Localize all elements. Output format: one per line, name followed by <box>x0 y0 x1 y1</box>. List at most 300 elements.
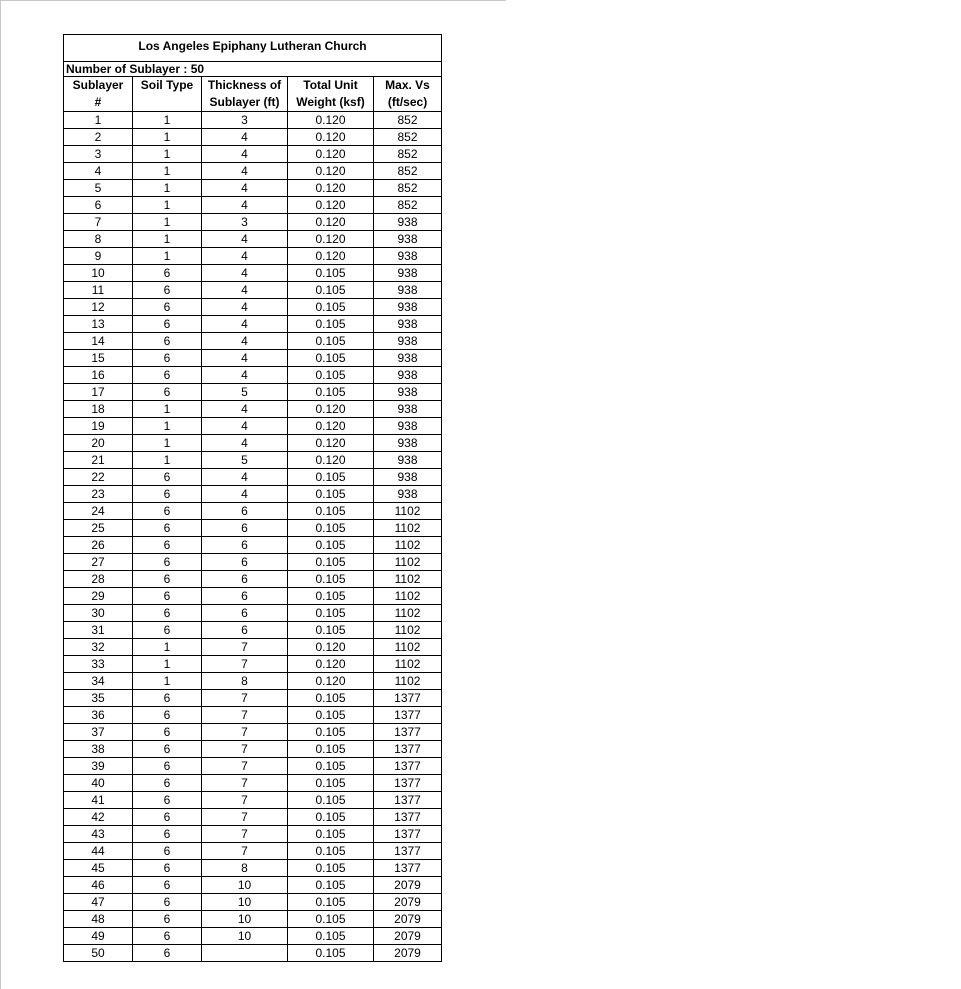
cell-soil-type: 1 <box>133 673 202 690</box>
cell-sublayer: 31 <box>64 622 133 639</box>
cell-sublayer: 10 <box>64 265 133 282</box>
cell-sublayer: 17 <box>64 384 133 401</box>
cell-soil-type: 1 <box>133 180 202 197</box>
cell-max-vs: 1102 <box>374 571 442 588</box>
cell-thickness: 6 <box>202 622 288 639</box>
table-row <box>64 401 442 418</box>
cell-thickness: 6 <box>202 503 288 520</box>
cell-soil-type: 1 <box>133 129 202 146</box>
table-row <box>64 316 442 333</box>
cell-max-vs: 2079 <box>374 928 442 945</box>
cell-sublayer: 39 <box>64 758 133 775</box>
cell-soil-type: 6 <box>133 758 202 775</box>
cell-soil-type: 1 <box>133 231 202 248</box>
cell-sublayer: 41 <box>64 792 133 809</box>
cell-unit-weight: 0.105 <box>288 282 374 299</box>
cell-soil-type: 6 <box>133 588 202 605</box>
cell-thickness: 4 <box>202 435 288 452</box>
cell-max-vs: 1102 <box>374 656 442 673</box>
cell-sublayer: 30 <box>64 605 133 622</box>
cell-soil-type: 6 <box>133 265 202 282</box>
cell-thickness <box>202 945 288 962</box>
cell-max-vs: 2079 <box>374 945 442 962</box>
table-row <box>64 537 442 554</box>
cell-soil-type: 1 <box>133 163 202 180</box>
table-row <box>64 792 442 809</box>
cell-unit-weight: 0.120 <box>288 452 374 469</box>
cell-unit-weight: 0.105 <box>288 520 374 537</box>
table-row <box>64 673 442 690</box>
cell-max-vs: 938 <box>374 214 442 231</box>
cell-thickness: 4 <box>202 197 288 214</box>
cell-unit-weight: 0.105 <box>288 299 374 316</box>
cell-unit-weight: 0.105 <box>288 826 374 843</box>
cell-unit-weight: 0.105 <box>288 333 374 350</box>
cell-unit-weight: 0.105 <box>288 707 374 724</box>
cell-thickness: 4 <box>202 333 288 350</box>
cell-sublayer: 3 <box>64 146 133 163</box>
table-row <box>64 350 442 367</box>
cell-thickness: 6 <box>202 588 288 605</box>
cell-sublayer: 4 <box>64 163 133 180</box>
cell-unit-weight: 0.120 <box>288 401 374 418</box>
cell-max-vs: 2079 <box>374 894 442 911</box>
table-row <box>64 605 442 622</box>
cell-soil-type: 1 <box>133 248 202 265</box>
cell-sublayer: 37 <box>64 724 133 741</box>
cell-unit-weight: 0.105 <box>288 384 374 401</box>
cell-thickness: 4 <box>202 129 288 146</box>
cell-unit-weight: 0.105 <box>288 469 374 486</box>
cell-thickness: 7 <box>202 724 288 741</box>
cell-unit-weight: 0.120 <box>288 639 374 656</box>
table-row <box>64 945 442 962</box>
sheet-left-border <box>0 0 1 989</box>
cell-unit-weight: 0.105 <box>288 724 374 741</box>
cell-thickness: 4 <box>202 231 288 248</box>
header-row-2 <box>64 94 442 112</box>
cell-max-vs: 852 <box>374 197 442 214</box>
cell-soil-type: 6 <box>133 894 202 911</box>
table-row <box>64 197 442 214</box>
cell-sublayer: 46 <box>64 877 133 894</box>
table-row <box>64 690 442 707</box>
cell-max-vs: 938 <box>374 350 442 367</box>
cell-thickness: 4 <box>202 146 288 163</box>
table-row <box>64 588 442 605</box>
table-row <box>64 299 442 316</box>
cell-max-vs: 852 <box>374 112 442 129</box>
cell-thickness: 5 <box>202 452 288 469</box>
cell-unit-weight: 0.105 <box>288 741 374 758</box>
cell-max-vs: 938 <box>374 231 442 248</box>
cell-soil-type: 6 <box>133 690 202 707</box>
header-sublayer: Sublayer <box>64 77 133 95</box>
cell-sublayer: 13 <box>64 316 133 333</box>
table-row <box>64 571 442 588</box>
table-row <box>64 622 442 639</box>
header-thickness-sub: Sublayer (ft) <box>202 94 288 112</box>
cell-max-vs: 1377 <box>374 775 442 792</box>
cell-thickness: 6 <box>202 554 288 571</box>
cell-unit-weight: 0.120 <box>288 112 374 129</box>
cell-thickness: 6 <box>202 520 288 537</box>
cell-thickness: 7 <box>202 809 288 826</box>
cell-unit-weight: 0.105 <box>288 843 374 860</box>
cell-max-vs: 938 <box>374 282 442 299</box>
cell-max-vs: 1377 <box>374 826 442 843</box>
cell-soil-type: 6 <box>133 316 202 333</box>
cell-soil-type: 6 <box>133 571 202 588</box>
cell-max-vs: 938 <box>374 367 442 384</box>
table-row <box>64 639 442 656</box>
cell-unit-weight: 0.105 <box>288 571 374 588</box>
cell-sublayer: 44 <box>64 843 133 860</box>
cell-thickness: 7 <box>202 656 288 673</box>
cell-soil-type: 6 <box>133 282 202 299</box>
cell-soil-type: 6 <box>133 520 202 537</box>
cell-soil-type: 6 <box>133 333 202 350</box>
cell-unit-weight: 0.105 <box>288 690 374 707</box>
cell-sublayer: 45 <box>64 860 133 877</box>
sublayer-count-label: Number of Sublayer : 50 <box>64 62 442 77</box>
cell-unit-weight: 0.105 <box>288 792 374 809</box>
cell-max-vs: 1102 <box>374 673 442 690</box>
table-row <box>64 435 442 452</box>
cell-max-vs: 938 <box>374 486 442 503</box>
cell-thickness: 7 <box>202 639 288 656</box>
cell-max-vs: 1377 <box>374 860 442 877</box>
cell-sublayer: 42 <box>64 809 133 826</box>
cell-unit-weight: 0.105 <box>288 622 374 639</box>
cell-thickness: 8 <box>202 860 288 877</box>
cell-max-vs: 1377 <box>374 843 442 860</box>
header-row-1 <box>64 77 442 95</box>
cell-sublayer: 12 <box>64 299 133 316</box>
cell-sublayer: 8 <box>64 231 133 248</box>
table-row <box>64 112 442 129</box>
cell-unit-weight: 0.105 <box>288 775 374 792</box>
table-row <box>64 758 442 775</box>
cell-thickness: 5 <box>202 384 288 401</box>
cell-soil-type: 6 <box>133 350 202 367</box>
sheet-top-border <box>0 0 506 1</box>
table-title: Los Angeles Epiphany Lutheran Church <box>64 35 442 62</box>
cell-sublayer: 6 <box>64 197 133 214</box>
cell-sublayer: 1 <box>64 112 133 129</box>
cell-soil-type: 1 <box>133 146 202 163</box>
cell-unit-weight: 0.120 <box>288 435 374 452</box>
cell-thickness: 6 <box>202 605 288 622</box>
cell-max-vs: 1102 <box>374 520 442 537</box>
cell-sublayer: 28 <box>64 571 133 588</box>
table-row <box>64 520 442 537</box>
table-row <box>64 741 442 758</box>
cell-unit-weight: 0.105 <box>288 809 374 826</box>
cell-max-vs: 1102 <box>374 537 442 554</box>
cell-unit-weight: 0.105 <box>288 265 374 282</box>
cell-unit-weight: 0.120 <box>288 197 374 214</box>
cell-unit-weight: 0.120 <box>288 163 374 180</box>
cell-soil-type: 6 <box>133 605 202 622</box>
table-body <box>64 112 442 962</box>
cell-unit-weight: 0.120 <box>288 129 374 146</box>
cell-unit-weight: 0.105 <box>288 367 374 384</box>
cell-unit-weight: 0.120 <box>288 180 374 197</box>
cell-thickness: 4 <box>202 163 288 180</box>
table-row <box>64 826 442 843</box>
table-row <box>64 503 442 520</box>
cell-sublayer: 35 <box>64 690 133 707</box>
cell-thickness: 4 <box>202 418 288 435</box>
cell-unit-weight: 0.105 <box>288 928 374 945</box>
cell-unit-weight: 0.105 <box>288 316 374 333</box>
cell-unit-weight: 0.105 <box>288 877 374 894</box>
cell-sublayer: 20 <box>64 435 133 452</box>
table-row <box>64 724 442 741</box>
soil-profile-table <box>63 34 442 962</box>
cell-thickness: 10 <box>202 928 288 945</box>
table-row <box>64 452 442 469</box>
cell-sublayer: 50 <box>64 945 133 962</box>
cell-soil-type: 6 <box>133 503 202 520</box>
cell-soil-type: 1 <box>133 418 202 435</box>
cell-sublayer: 2 <box>64 129 133 146</box>
cell-soil-type: 6 <box>133 469 202 486</box>
cell-max-vs: 1377 <box>374 792 442 809</box>
table-row <box>64 146 442 163</box>
cell-max-vs: 1102 <box>374 588 442 605</box>
cell-soil-type: 6 <box>133 792 202 809</box>
cell-sublayer: 36 <box>64 707 133 724</box>
cell-soil-type: 6 <box>133 945 202 962</box>
cell-soil-type: 1 <box>133 112 202 129</box>
cell-sublayer: 24 <box>64 503 133 520</box>
cell-max-vs: 938 <box>374 435 442 452</box>
cell-thickness: 7 <box>202 826 288 843</box>
cell-max-vs: 1102 <box>374 503 442 520</box>
cell-unit-weight: 0.105 <box>288 350 374 367</box>
table-row <box>64 843 442 860</box>
header-max-vs: Max. Vs <box>374 77 442 95</box>
cell-unit-weight: 0.120 <box>288 214 374 231</box>
cell-thickness: 7 <box>202 792 288 809</box>
cell-thickness: 7 <box>202 690 288 707</box>
cell-thickness: 10 <box>202 894 288 911</box>
cell-unit-weight: 0.105 <box>288 894 374 911</box>
table-row <box>64 554 442 571</box>
table-row <box>64 129 442 146</box>
cell-max-vs: 938 <box>374 452 442 469</box>
cell-sublayer: 5 <box>64 180 133 197</box>
cell-unit-weight: 0.105 <box>288 486 374 503</box>
table-row <box>64 877 442 894</box>
cell-sublayer: 25 <box>64 520 133 537</box>
cell-unit-weight: 0.120 <box>288 248 374 265</box>
cell-soil-type: 6 <box>133 928 202 945</box>
cell-soil-type: 6 <box>133 826 202 843</box>
cell-sublayer: 18 <box>64 401 133 418</box>
cell-sublayer: 15 <box>64 350 133 367</box>
header-unit-weight: Total Unit <box>288 77 374 95</box>
table-row <box>64 282 442 299</box>
cell-sublayer: 33 <box>64 656 133 673</box>
cell-thickness: 7 <box>202 741 288 758</box>
cell-thickness: 3 <box>202 214 288 231</box>
cell-thickness: 10 <box>202 877 288 894</box>
cell-thickness: 4 <box>202 316 288 333</box>
cell-max-vs: 1102 <box>374 605 442 622</box>
cell-soil-type: 6 <box>133 809 202 826</box>
cell-sublayer: 16 <box>64 367 133 384</box>
cell-max-vs: 1377 <box>374 707 442 724</box>
cell-max-vs: 852 <box>374 146 442 163</box>
title-row <box>64 35 442 62</box>
cell-sublayer: 22 <box>64 469 133 486</box>
table-row <box>64 928 442 945</box>
cell-soil-type: 6 <box>133 741 202 758</box>
cell-max-vs: 1377 <box>374 758 442 775</box>
cell-soil-type: 1 <box>133 452 202 469</box>
table-row <box>64 180 442 197</box>
cell-thickness: 10 <box>202 911 288 928</box>
cell-sublayer: 26 <box>64 537 133 554</box>
cell-soil-type: 6 <box>133 537 202 554</box>
cell-soil-type: 6 <box>133 911 202 928</box>
cell-sublayer: 7 <box>64 214 133 231</box>
cell-sublayer: 38 <box>64 741 133 758</box>
cell-sublayer: 27 <box>64 554 133 571</box>
cell-sublayer: 29 <box>64 588 133 605</box>
table-row <box>64 163 442 180</box>
cell-max-vs: 938 <box>374 469 442 486</box>
cell-thickness: 4 <box>202 180 288 197</box>
cell-max-vs: 2079 <box>374 877 442 894</box>
cell-max-vs: 938 <box>374 418 442 435</box>
cell-max-vs: 938 <box>374 401 442 418</box>
table-row <box>64 911 442 928</box>
cell-soil-type: 6 <box>133 299 202 316</box>
cell-soil-type: 1 <box>133 435 202 452</box>
cell-soil-type: 6 <box>133 367 202 384</box>
cell-soil-type: 6 <box>133 724 202 741</box>
cell-sublayer: 34 <box>64 673 133 690</box>
cell-soil-type: 1 <box>133 401 202 418</box>
table-row <box>64 707 442 724</box>
cell-sublayer: 19 <box>64 418 133 435</box>
table-row <box>64 894 442 911</box>
cell-max-vs: 1102 <box>374 554 442 571</box>
cell-thickness: 7 <box>202 775 288 792</box>
cell-soil-type: 1 <box>133 656 202 673</box>
cell-max-vs: 938 <box>374 265 442 282</box>
cell-sublayer: 11 <box>64 282 133 299</box>
cell-sublayer: 9 <box>64 248 133 265</box>
cell-thickness: 4 <box>202 265 288 282</box>
cell-thickness: 4 <box>202 486 288 503</box>
cell-max-vs: 1377 <box>374 741 442 758</box>
cell-max-vs: 1102 <box>374 639 442 656</box>
cell-unit-weight: 0.105 <box>288 860 374 877</box>
table-row <box>64 809 442 826</box>
cell-thickness: 3 <box>202 112 288 129</box>
cell-max-vs: 938 <box>374 316 442 333</box>
cell-unit-weight: 0.120 <box>288 146 374 163</box>
cell-sublayer: 43 <box>64 826 133 843</box>
cell-thickness: 4 <box>202 401 288 418</box>
cell-unit-weight: 0.105 <box>288 537 374 554</box>
cell-thickness: 4 <box>202 248 288 265</box>
cell-unit-weight: 0.120 <box>288 418 374 435</box>
table-row <box>64 231 442 248</box>
cell-sublayer: 14 <box>64 333 133 350</box>
cell-max-vs: 2079 <box>374 911 442 928</box>
table-row <box>64 214 442 231</box>
cell-unit-weight: 0.120 <box>288 231 374 248</box>
cell-soil-type: 1 <box>133 197 202 214</box>
cell-max-vs: 852 <box>374 163 442 180</box>
cell-soil-type: 6 <box>133 486 202 503</box>
header-unit-weight-sub: Weight (ksf) <box>288 94 374 112</box>
cell-soil-type: 1 <box>133 639 202 656</box>
sublayer-count-row <box>64 62 442 77</box>
cell-thickness: 4 <box>202 350 288 367</box>
cell-unit-weight: 0.120 <box>288 656 374 673</box>
cell-thickness: 6 <box>202 537 288 554</box>
cell-unit-weight: 0.105 <box>288 554 374 571</box>
cell-sublayer: 23 <box>64 486 133 503</box>
cell-max-vs: 938 <box>374 333 442 350</box>
cell-soil-type: 6 <box>133 384 202 401</box>
table-row <box>64 384 442 401</box>
cell-soil-type: 6 <box>133 860 202 877</box>
cell-unit-weight: 0.120 <box>288 673 374 690</box>
cell-max-vs: 938 <box>374 384 442 401</box>
cell-thickness: 8 <box>202 673 288 690</box>
table-row <box>64 265 442 282</box>
header-soil-type: Soil Type <box>133 77 202 95</box>
cell-sublayer: 40 <box>64 775 133 792</box>
cell-max-vs: 1377 <box>374 724 442 741</box>
cell-unit-weight: 0.105 <box>288 605 374 622</box>
table-row <box>64 418 442 435</box>
cell-thickness: 4 <box>202 367 288 384</box>
table-row <box>64 248 442 265</box>
cell-unit-weight: 0.105 <box>288 911 374 928</box>
table-row <box>64 333 442 350</box>
cell-thickness: 7 <box>202 843 288 860</box>
cell-sublayer: 49 <box>64 928 133 945</box>
header-sublayer-sub: # <box>64 94 133 112</box>
cell-max-vs: 852 <box>374 129 442 146</box>
cell-soil-type: 6 <box>133 707 202 724</box>
cell-sublayer: 21 <box>64 452 133 469</box>
cell-soil-type: 6 <box>133 554 202 571</box>
cell-max-vs: 1377 <box>374 690 442 707</box>
table-row <box>64 860 442 877</box>
cell-thickness: 7 <box>202 758 288 775</box>
cell-max-vs: 1377 <box>374 809 442 826</box>
table-row <box>64 656 442 673</box>
soil-profile-sheet <box>63 34 441 962</box>
cell-unit-weight: 0.105 <box>288 945 374 962</box>
header-thickness: Thickness of <box>202 77 288 95</box>
cell-sublayer: 32 <box>64 639 133 656</box>
table-row <box>64 469 442 486</box>
cell-sublayer: 48 <box>64 911 133 928</box>
cell-max-vs: 938 <box>374 248 442 265</box>
cell-thickness: 7 <box>202 707 288 724</box>
